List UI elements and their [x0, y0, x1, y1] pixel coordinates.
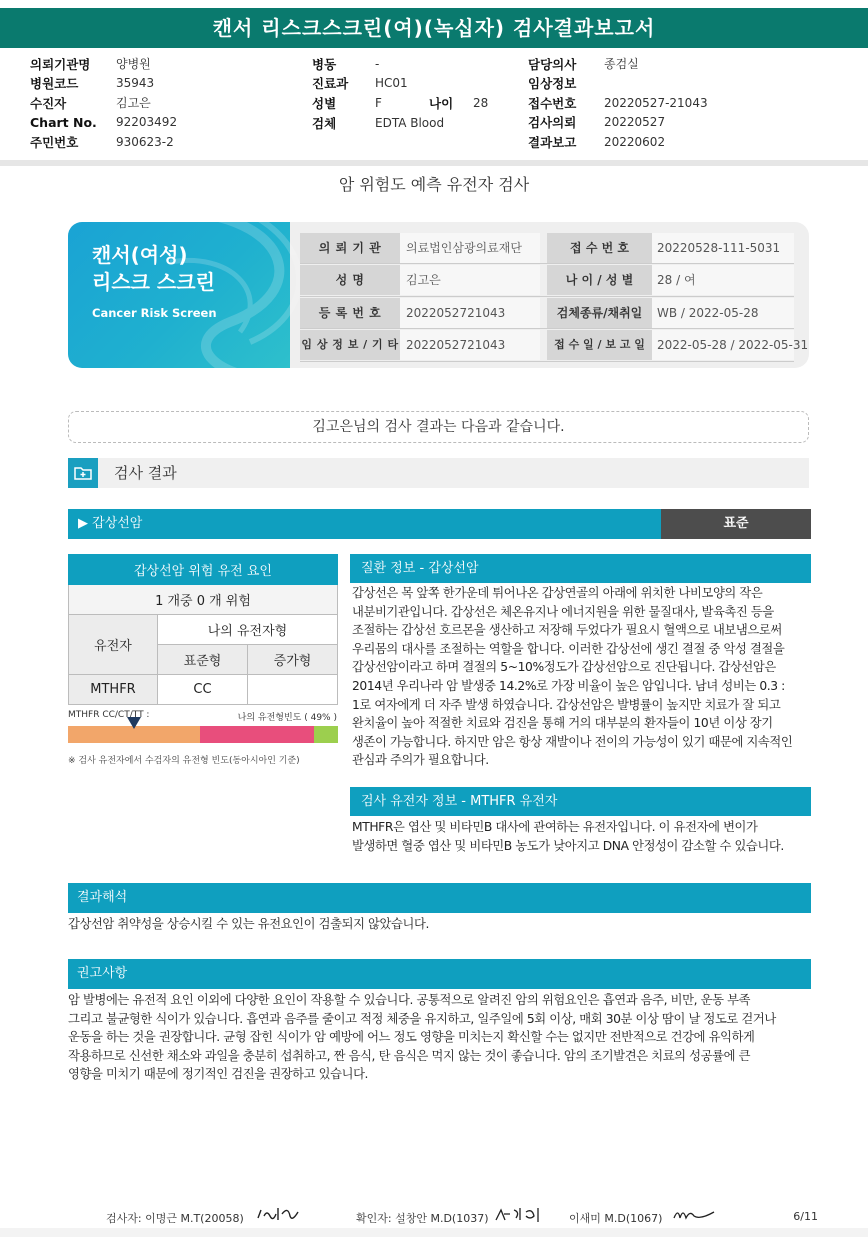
gene-table-title: 갑상선암 위험 유전 요인 [69, 555, 338, 585]
meta-label: 임상정보 [528, 76, 577, 92]
text-line: 발생하면 혈중 엽산 및 비타민B 농도가 낮아지고 DNA 안정성이 감소할 수 있습니다. [352, 838, 784, 853]
status-badge: 표준 [661, 509, 811, 539]
gene-risk-table [68, 554, 338, 705]
info-key: 의 뢰 기 관 [300, 233, 400, 263]
page-heading: 암 위험도 예측 유전자 검사 [338, 175, 530, 194]
confirmer-signature-icon [494, 1204, 544, 1224]
text-line: 조절하는 갑상선 호르몬을 생산하고 저장해 두었다가 필요시 혈액으로 내보냄으로써 [352, 623, 782, 638]
interpretation-header: 결과해석 [68, 883, 811, 913]
info-key: 등 록 번 호 [300, 298, 400, 328]
info-key: 임 상 정 보 / 기 타 [300, 330, 400, 360]
info-value: 20220528-111-5031 [652, 233, 794, 263]
info-row [300, 232, 794, 264]
doctor-name: 이새미 M.D(1067) [569, 1212, 663, 1225]
increased-type-cell [247, 675, 337, 705]
text-line: 작용하므로 신선한 채소와 과일을 충분히 섭취하고, 짠 음식, 탄 음식은 먹지 않는 것이 좋습니다. 암의 조기발견은 치료의 성공률에 큰 [68, 1048, 751, 1063]
info-row [300, 265, 794, 297]
info-value: 2022052721043 [400, 330, 540, 360]
meta-label: 접수번호 [528, 95, 577, 111]
frequency-right-label: 나의 유전형빈도 ( 49% ) [237, 713, 337, 723]
meta-middle-column [312, 54, 488, 133]
meta-label: 진료과 [312, 76, 349, 92]
meta-value: 92203492 [116, 115, 178, 130]
info-row [300, 297, 794, 329]
meta-left-column [30, 54, 177, 152]
meta-label: 검사의뢰 [528, 115, 577, 131]
info-key: 성 명 [300, 265, 400, 295]
meta-value: F [375, 95, 382, 110]
text-line: 암 발병에는 유전적 요인 이외에 다양한 요인이 작용할 수 있습니다. 공통적으로 알려진 암의 위험요인은 흡연과 음주, 비만, 운동 부족 [68, 993, 751, 1007]
text-line: 1로 여자에게 더 자주 발생 하였습니다. 갑상선암은 발병률이 높지만 치료가 잘 되고 [352, 697, 781, 712]
meta-label: 담당의사 [528, 56, 577, 72]
info-key: 나 이 / 성 별 [547, 265, 652, 295]
meta-value: 20220602 [604, 134, 666, 149]
standard-type-header: 표준형 [158, 645, 248, 675]
info-value: 김고은 [400, 265, 540, 295]
age-label: 나이 [429, 95, 454, 111]
confirmer-name: 확인자: 설창안 M.D(1037) [356, 1212, 489, 1225]
genotype-frequency-bar [68, 726, 338, 743]
text-line: MTHFR은 엽산 및 비타민B 대사에 관여하는 유전자입니다. 이 유전자에 변이가 [352, 820, 758, 834]
info-value: 28 / 여 [652, 265, 794, 295]
patient-info-card [68, 222, 809, 368]
page-number: 6/11 [793, 1210, 818, 1223]
info-key: 접 수 일 / 보 고 일 [547, 330, 652, 360]
my-genotype-header: 나의 유전자형 [158, 615, 338, 645]
result-header [68, 458, 809, 488]
meta-label: 성별 [312, 95, 337, 111]
text-line: 관심과 주의가 필요합니다. [352, 753, 489, 768]
thyroid-result-bar [68, 509, 811, 539]
frequency-segment-3 [314, 726, 338, 743]
meta-value: 종검실 [604, 57, 639, 72]
text-line: 갑상선은 목 앞쪽 한가운데 튀어나온 갑상연골의 아래에 위치한 나비모양의 작은 [352, 586, 763, 600]
text-line: 2014년 우리나라 암 발생중 14.2%로 가장 비율이 높은 암입니다. 남녀 성비는 0.3 : [352, 678, 785, 693]
meta-value: 김고은 [116, 96, 151, 111]
text-line: 갑상선암이라고 하며 결절의 5~10%정도가 갑상선암으로 진단됩니다. 갑상선암은 [352, 660, 776, 675]
tester-name: 검사자: 이명근 M.T(20058) [106, 1212, 244, 1225]
text-line: 생존이 가능합니다. 하지만 암은 항상 재발이나 전이의 가능성이 있기 때문에 지속적인 [352, 734, 793, 749]
info-value: 2022-05-28 / 2022-05-31 [652, 330, 794, 360]
text-line: 완치율이 높아 적절한 치료와 검진을 통해 거의 대부분의 환자들이 10년 이상 장기 [352, 716, 773, 731]
text-line: 그리고 불균형한 식이가 있습니다. 흡연과 음주를 줄이고 적정 체중을 유지하고, 일주일에 5회 이상, 매회 30분 이상 땀이 날 정도로 걷거나 [68, 1011, 776, 1026]
meta-label: 수진자 [30, 95, 67, 111]
tester-signature-icon [256, 1204, 302, 1224]
folder-icon [68, 458, 98, 488]
swirl-decoration-icon [170, 222, 320, 368]
meta-label: 의뢰기관명 [30, 56, 91, 72]
meta-value: EDTA Blood [375, 116, 445, 131]
age-value: 28 [473, 95, 489, 110]
report-title: 캔서 리스크스크린(여)(녹십자) 검사결과보고서 [0, 8, 868, 48]
recommendation-header: 권고사항 [68, 959, 811, 989]
greeting-message: 김고은님의 검사 결과는 다음과 같습니다. [68, 411, 809, 443]
footer-strip [0, 1228, 868, 1237]
frequency-segment-2 [200, 726, 313, 743]
meta-value: HC01 [375, 76, 408, 91]
brand-panel [68, 222, 290, 368]
standard-type-cell: CC [158, 675, 248, 705]
meta-divider [0, 160, 868, 166]
gene-column-header: 유전자 [69, 615, 158, 675]
meta-value: 20220527 [604, 115, 666, 130]
meta-value: 20220527-21043 [604, 95, 708, 110]
gene-name-cell: MTHFR [69, 675, 158, 705]
brand-line-2: 리스크 스크린 [92, 270, 215, 294]
info-key: 접 수 번 호 [547, 233, 652, 263]
meta-value: 양병원 [116, 57, 151, 72]
text-line: 내분비기관입니다. 갑상선은 체온유지나 에너지원을 위한 물질대사, 발육촉진 등을 [352, 604, 774, 619]
meta-value: 35943 [116, 76, 155, 91]
meta-label: 주민번호 [30, 134, 79, 150]
brand-subtitle: Cancer Risk Screen [92, 306, 217, 320]
gene-info-text [352, 818, 812, 855]
info-table [300, 232, 809, 362]
disease-info-text [352, 584, 812, 770]
meta-right-column [528, 54, 708, 152]
brand-line-1: 캔서(여성) [92, 243, 188, 267]
gene-info-header: 검사 유전자 정보 - MTHFR 유전자 [350, 787, 811, 816]
genotype-marker-icon [127, 717, 141, 729]
increased-type-header: 증가형 [247, 645, 337, 675]
meta-label: 병원코드 [30, 76, 79, 92]
info-key: 검체종류/채취일 [547, 298, 652, 328]
meta-label: 결과보고 [528, 134, 577, 150]
thyroid-label: ▶ 갑상선암 [68, 509, 661, 539]
interpretation-text: 갑상선암 취약성을 상승시킬 수 있는 유전요인이 검출되지 않았습니다. [68, 917, 429, 931]
text-line: 영향을 미치기 때문에 정기적인 검진을 권장하고 있습니다. [68, 1067, 369, 1082]
meta-label: 병동 [312, 56, 337, 72]
info-value: 2022052721043 [400, 298, 540, 328]
info-value: WB / 2022-05-28 [652, 298, 794, 328]
frequency-left-label: MTHFR CC/CT/TT : [68, 710, 150, 720]
meta-label: 검체 [312, 116, 337, 132]
text-line: 우리몸의 대사를 조절하는 역할을 합니다. 이러한 갑상선에 생긴 결절 중 악성 결절을 [352, 641, 785, 656]
info-value: 의료법인삼광의료재단 [400, 233, 540, 263]
disease-info-header: 질환 정보 - 갑상선암 [350, 554, 811, 583]
frequency-footnote: ※ 검사 유전자에서 수검자의 유전형 빈도(동아시아인 기준) [68, 756, 300, 766]
info-row [300, 330, 809, 362]
meta-label: Chart No. [30, 114, 97, 130]
recommendation-text [68, 991, 811, 1084]
result-header-label: 검사 결과 [98, 458, 809, 488]
text-line: 운동을 하는 것을 권장합니다. 균형 잡힌 식이가 암 예방에 어느 정도 영향을 미치는지 확신할 수는 없지만 전반적으로 건강에 유익하게 [68, 1030, 755, 1045]
gene-table-summary: 1 개중 0 개 위험 [69, 585, 338, 615]
meta-value: 930623-2 [116, 134, 174, 149]
meta-value: - [375, 56, 380, 71]
doctor-signature-icon [672, 1204, 716, 1224]
